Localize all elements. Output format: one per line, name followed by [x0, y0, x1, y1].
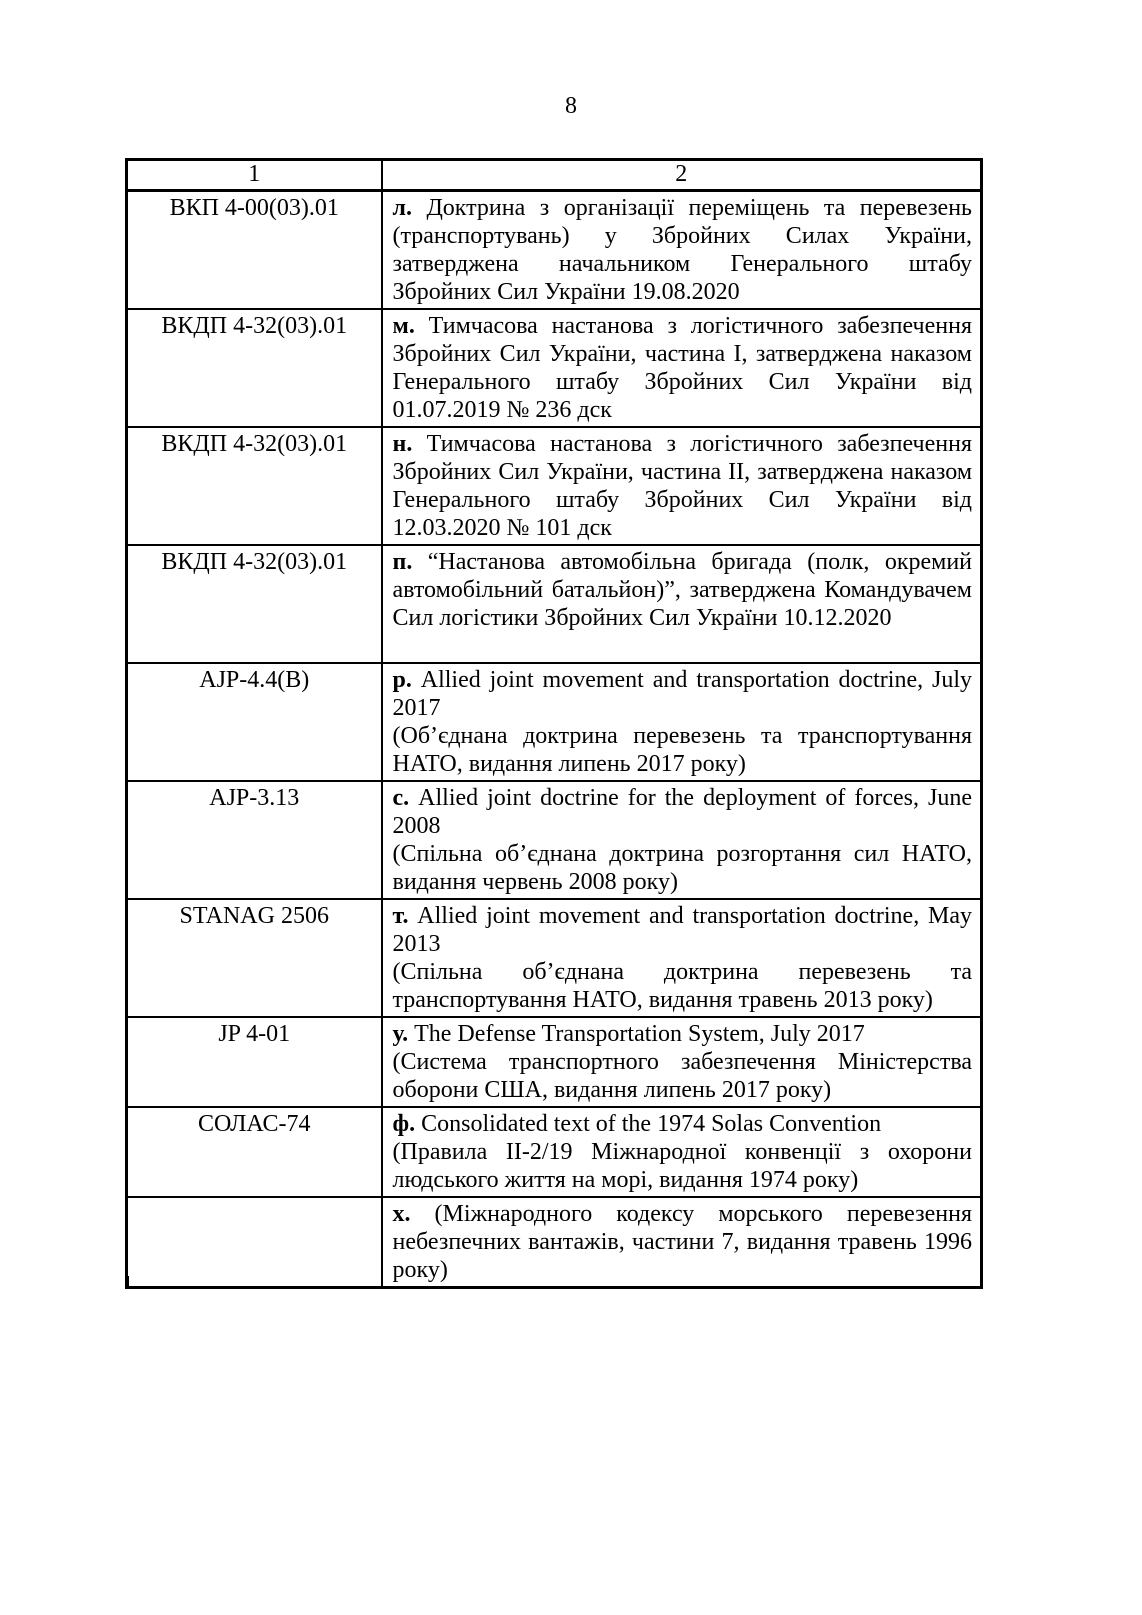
description-cell [382, 191, 982, 310]
item-translation: (Система транспортного забезпечення Міністерства оборони США, видання липень 2017 року) [392, 1049, 972, 1103]
ref-code-cell: AJP-3.13 [127, 781, 382, 899]
item-marker: т. [392, 903, 409, 929]
item-text: Доктрина з організації переміщень та перевезень (транспортувань) у Збройних Силах України, затверджена начальником Генерального штабу Збройних Сил України 19.08.2020 [392, 195, 972, 305]
ref-code-cell: AJP-4.4(B) [127, 663, 382, 781]
table-row [127, 781, 982, 899]
description-paragraph [393, 1110, 973, 1138]
table-row [127, 1197, 982, 1288]
ref-code-cell: ВКДП 4-32(03).01 [127, 427, 382, 545]
description-cell [382, 781, 982, 899]
description-cell [382, 1017, 982, 1107]
doc-table [125, 158, 983, 1289]
item-translation: (Об’єднана доктрина перевезень та транспортування НАТО, видання липень 2017 року) [392, 723, 972, 777]
description-cell [382, 1107, 982, 1197]
description-paragraph [393, 1200, 973, 1284]
description-paragraph [393, 666, 973, 722]
description-paragraph [393, 430, 973, 542]
ref-code-cell [127, 1197, 382, 1288]
item-text: Allied joint movement and transportation doctrine, May 2013 [392, 903, 972, 957]
table-row [127, 899, 982, 1017]
item-text: (Міжнародного кодексу морського перевезення небезпечних вантажів, частини 7, видання травень 1996 року) [392, 1201, 972, 1283]
description-paragraph [393, 548, 973, 632]
scan-artifact-mark [125, 1276, 129, 1287]
description-paragraph [393, 784, 973, 840]
table-row [127, 1017, 982, 1107]
item-marker: л. [392, 195, 412, 221]
description-paragraph [393, 194, 973, 306]
item-text: “Настанова автомобільна бригада (полк, окремий автомобільний батальйон)”, затверджена Командувачем Сил логістики Збройних Сил України 10.12.2020 [392, 549, 972, 631]
table-row [127, 427, 982, 545]
header-row [127, 160, 982, 191]
col1-header: 1 [127, 160, 382, 191]
item-translation: (Спільна об’єднана доктрина розгортання сил НАТО, видання червень 2008 року) [392, 841, 972, 895]
table-row [127, 191, 982, 310]
item-text: The Defense Transportation System, July 2017 [408, 1021, 865, 1047]
item-marker: ф. [392, 1111, 416, 1137]
description-cell [382, 1197, 982, 1288]
description-cell [382, 309, 982, 427]
ref-code-cell: СОЛАС-74 [127, 1107, 382, 1197]
item-text: Consolidated text of the 1974 Solas Convention [415, 1111, 882, 1137]
description-cell [382, 899, 982, 1017]
item-marker: м. [392, 313, 415, 339]
item-marker: н. [392, 431, 413, 457]
ref-code-cell: ВКП 4-00(03).01 [127, 191, 382, 310]
description-cell [382, 663, 982, 781]
item-marker: у. [392, 1021, 409, 1047]
table-row [127, 545, 982, 663]
item-marker: х. [392, 1201, 411, 1227]
item-marker: п. [392, 549, 413, 575]
table-row [127, 309, 982, 427]
col2-header: 2 [382, 160, 982, 191]
item-translation: (Правила II-2/19 Міжнародної конвенції з охорони людського життя на морі, видання 1974 року) [392, 1139, 972, 1193]
page-number: 8 [565, 93, 577, 119]
ref-code-cell: ВКДП 4-32(03).01 [127, 545, 382, 663]
ref-code-cell: JP 4-01 [127, 1017, 382, 1107]
item-text: Тимчасова настанова з логістичного забезпечення Збройних Сил України, частина I, затверджена наказом Генерального штабу Збройних Сил України від 01.07.2019 № 236 дск [392, 313, 972, 423]
item-translation: (Спільна об’єднана доктрина перевезень та транспортування НАТО, видання травень 2013 року) [392, 959, 972, 1013]
table-row [127, 663, 982, 781]
ref-code-cell: STANAG 2506 [127, 899, 382, 1017]
item-marker: с. [392, 785, 410, 811]
item-marker: р. [392, 667, 412, 693]
table-row [127, 1107, 982, 1197]
item-text: Allied joint movement and transportation doctrine, July 2017 [392, 667, 972, 721]
description-paragraph [393, 1020, 973, 1048]
ref-code-cell: ВКДП 4-32(03).01 [127, 309, 382, 427]
item-text: Тимчасова настанова з логістичного забезпечення Збройних Сил України, частина II, затверджена наказом Генерального штабу Збройних Сил України від 12.03.2020 № 101 дск [392, 431, 972, 541]
description-cell [382, 545, 982, 663]
description-cell [382, 427, 982, 545]
item-text: Allied joint doctrine for the deployment of forces, June 2008 [392, 785, 972, 839]
description-paragraph [393, 312, 973, 424]
description-paragraph [393, 902, 973, 958]
